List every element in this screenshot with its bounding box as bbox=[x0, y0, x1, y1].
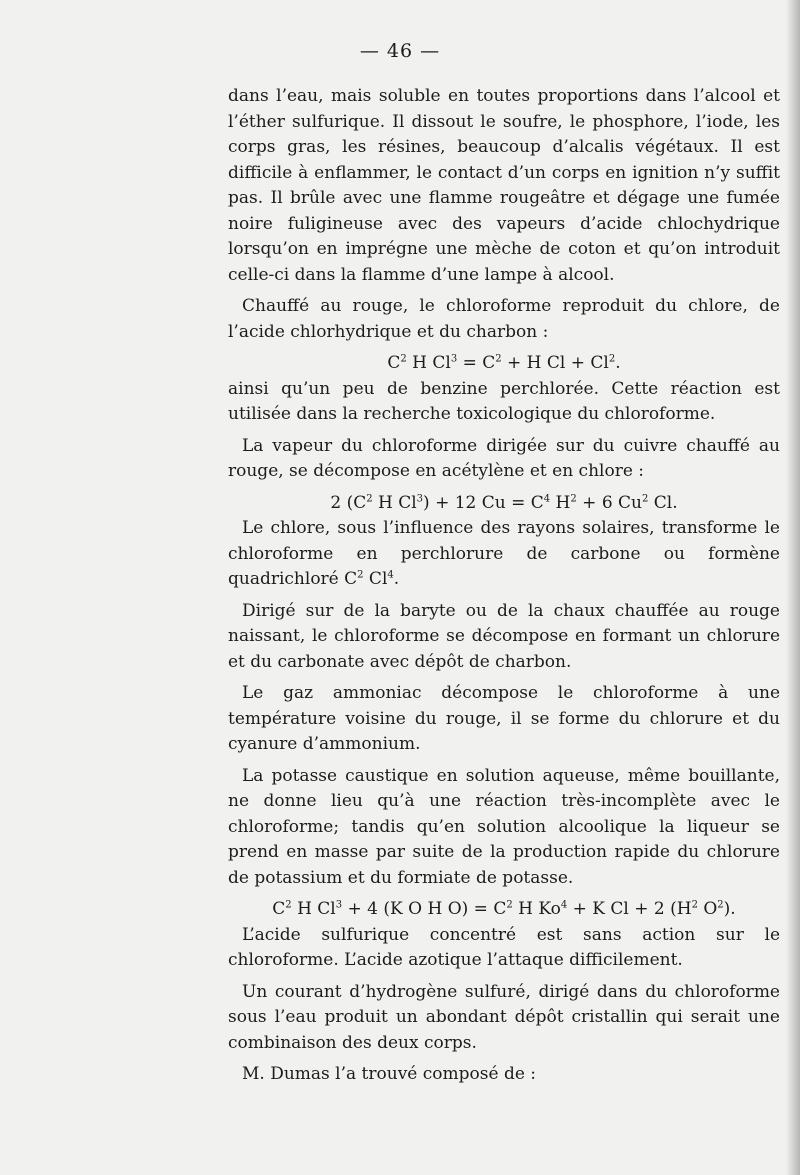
paragraph: Le gaz ammoniac décompose le chloroforme à une température voisine du rouge, il se forme du chlorure et du cyanure d’ammonium. bbox=[228, 683, 780, 754]
paragraph: La potasse caustique en solution aqueuse, même bouillante, ne donne lieu qu’à une réaction très-incomplète avec le chloroforme; tandis qu’en solution alcoolique la liqueur se prend en masse par suite de la production rapide du chlorure de potassium et du formiate de potasse. bbox=[228, 765, 780, 888]
paragraph: Dirigé sur de la baryte ou de la chaux chauffée au rouge naissant, le chloroforme se décompose en formant un chlorure et du carbonate avec dépôt de charbon. bbox=[228, 600, 780, 672]
paragraph: M. Dumas l’a trouvé composé de : bbox=[242, 1064, 537, 1084]
paragraph: L’acide sulfurique concentré est sans action sur le chloroforme. L’acide azotique l’attaque difficilement. bbox=[228, 924, 780, 970]
page-edge-shadow bbox=[786, 0, 800, 1175]
paragraph: Un courant d’hydrogène sulfuré, dirigé dans du chloroforme sous l’eau produit un abondant dépôt cristallin qui serait une combinaison des deux corps. bbox=[228, 981, 780, 1053]
page-number: — 46 — bbox=[359, 40, 441, 62]
chemical-formula: $C^2$ H $Cl^3 = C^2 + H$ $Cl + Cl^2$. bbox=[387, 353, 621, 373]
chemical-formula: $C^2$ H $Cl^3 + 4$ (K O H $O) = C^2$ H $Ko^4 + K$ Cl + 2 ($H^2$ $O^2$). bbox=[272, 899, 736, 919]
paragraph: ainsi qu’un peu de benzine perchlorée. Cette réaction est utilisée dans la recherche toxicologique du chloroforme. bbox=[228, 378, 780, 424]
paragraph: Chauffé au rouge, le chloroforme reproduit du chlore, de l’acide chlorhydrique et du charbon : bbox=[228, 296, 780, 342]
body-text bbox=[228, 84, 780, 1094]
paragraph: La vapeur du chloroforme dirigée sur du cuivre chauffé au rouge, se décompose en acétylène et en chlore : bbox=[228, 435, 780, 481]
paragraph: dans l’eau, mais soluble en toutes proportions dans l’alcool et l’éther sulfurique. Il dissout le soufre, le phosphore, l’iode, les corps gras, les résines, beaucoup d’alcalis végétaux. Il est difficile à enflammer, le contact d’un corps en ignition n’y suffit pas. Il brûle avec une flamme rougeâtre et dégage une fumée noire fuligineuse avec des vapeurs d’acide chlochydrique lorsqu’on en imprégne une mèche de coton et qu’on introduit celle-ci dans la flamme d’une lampe à alcool. bbox=[228, 86, 780, 285]
paragraph: Le chlore, sous l’influence des rayons solaires, transforme le chloroforme en perchlorure de carbone ou formène quadrichloré $C^2$ Cl$^4$. bbox=[228, 518, 780, 589]
chemical-formula: 2 ($C^2$ H $Cl^3) + 12$ $Cu = C^4$ $H^2 + 6$ Cu$^2$ Cl. bbox=[330, 492, 678, 513]
